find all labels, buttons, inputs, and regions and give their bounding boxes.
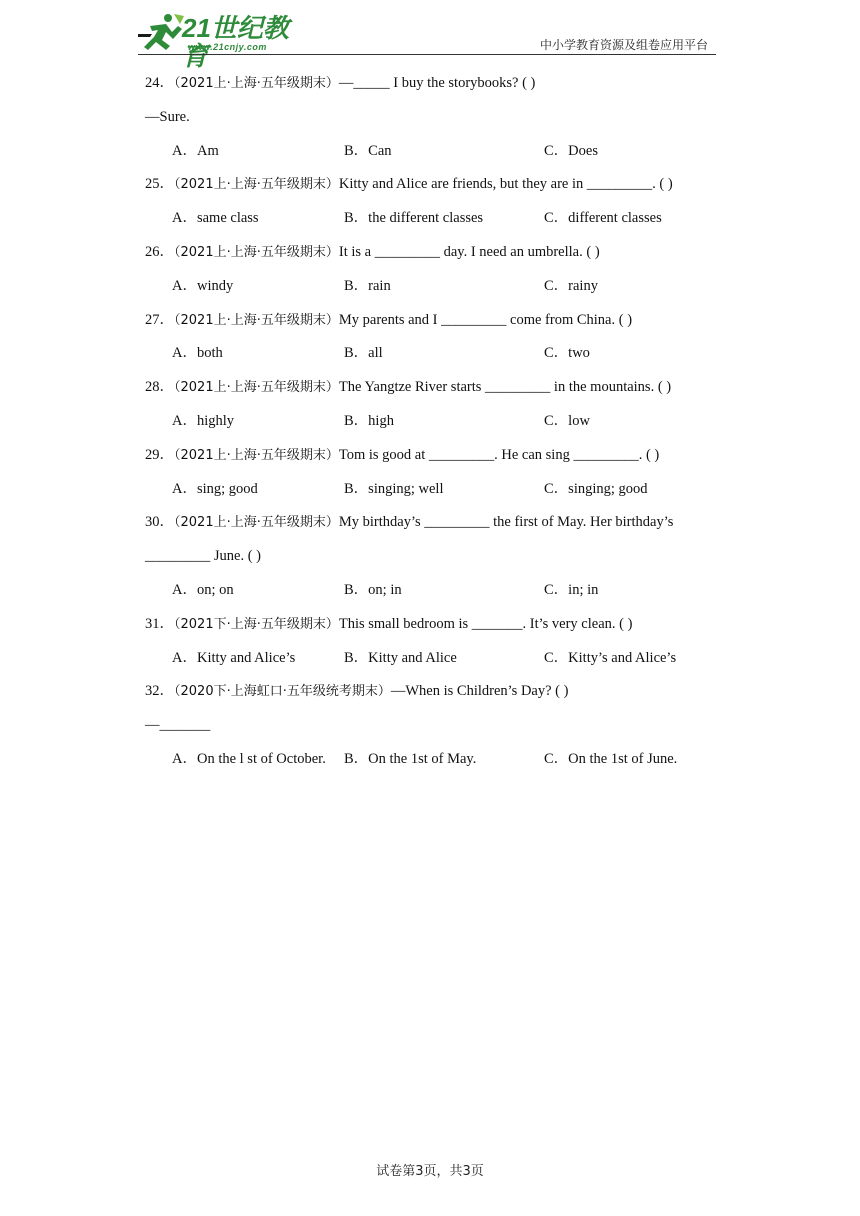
question-stem: My birthday’s _________ the first of May. Her birthday’s: [338, 514, 674, 531]
option-b[interactable]: B．On the 1st of May.: [344, 750, 477, 767]
question-31: [145, 613, 725, 647]
option-a[interactable]: A．Kitty and Alice’s: [172, 649, 296, 666]
logo: [138, 12, 308, 71]
option-c[interactable]: C．rainy: [544, 277, 598, 294]
platform-name: 中小学教育资源及组卷应用平台: [539, 38, 708, 52]
question-number: 24．: [145, 75, 174, 91]
question-24-options: [145, 140, 725, 174]
question-24-reply: [145, 106, 725, 140]
question-source: （2021上·上海·五年级期末）: [174, 177, 339, 193]
question-source: （2021上·上海·五年级期末）: [174, 244, 339, 260]
logo-url: www.21cnjy.com: [188, 42, 267, 52]
logo-wordmark: 21世纪教育: [182, 13, 289, 71]
question-30-continued: [145, 545, 725, 579]
option-c[interactable]: C．Does: [544, 142, 598, 159]
question-32-options: [145, 748, 725, 782]
question-stem: My parents and I _________ come from China. ( ): [338, 311, 633, 328]
option-c[interactable]: C．two: [544, 345, 590, 362]
question-source: （2021上·上海·五年级期末）: [174, 380, 339, 396]
question-stem-continued: _________ June. ( ): [145, 548, 261, 565]
page-footer: 试卷第3页，共3页: [376, 1164, 484, 1179]
question-28: [145, 376, 725, 410]
question-source: （2021下·上海·五年级期末）: [174, 616, 339, 632]
option-a[interactable]: A．Am: [172, 142, 219, 159]
question-source: （2021上·上海·五年级期末）: [174, 312, 339, 328]
question-30-options: [145, 579, 725, 613]
question-26-options: [145, 275, 725, 309]
question-reply: —Sure.: [145, 108, 190, 125]
option-b[interactable]: B．on; in: [344, 581, 402, 598]
option-c[interactable]: C．different classes: [544, 210, 662, 227]
option-c[interactable]: C．singing; good: [544, 480, 648, 497]
question-stem: It is a _________ day. I need an umbrella. ( ): [338, 243, 600, 260]
page-header: [138, 10, 716, 71]
option-a[interactable]: A．sing; good: [172, 480, 258, 497]
question-stem: —_____ I buy the storybooks? ( ): [338, 75, 536, 91]
question-32-reply: [145, 714, 725, 748]
option-b[interactable]: B．singing; well: [344, 480, 444, 497]
question-source: （2021上·上海·五年级期末）: [174, 447, 339, 463]
question-number: 30．: [145, 514, 174, 531]
question-25-options: [145, 207, 725, 241]
question-26: [145, 241, 725, 275]
question-25: [145, 173, 725, 207]
option-b[interactable]: B．all: [344, 345, 383, 362]
question-stem: The Yangtze River starts _________ in the mountains. ( ): [338, 379, 672, 396]
question-27-options: [145, 342, 725, 376]
option-c[interactable]: C．in; in: [544, 581, 599, 598]
question-stem: This small bedroom is _______. It’s very clean. ( ): [338, 615, 633, 632]
option-b[interactable]: B．high: [344, 412, 394, 429]
question-29-options: [145, 478, 725, 512]
runner-icon: [138, 12, 184, 52]
option-c[interactable]: C．low: [544, 412, 590, 429]
option-b[interactable]: B．Can: [344, 142, 392, 159]
option-b[interactable]: B．the different classes: [344, 210, 484, 227]
question-list: [145, 72, 725, 782]
header-divider: [138, 54, 716, 55]
question-number: 26．: [145, 243, 174, 260]
question-29: [145, 444, 725, 478]
option-a[interactable]: A．same class: [172, 210, 259, 227]
option-a[interactable]: A．windy: [172, 277, 234, 294]
question-27: [145, 309, 725, 343]
question-source: （2021上·上海·五年级期末）: [174, 76, 339, 91]
question-number: 28．: [145, 379, 174, 396]
question-source: （2020下·上海虹口·五年级统考期末）: [174, 684, 391, 700]
question-31-options: [145, 647, 725, 681]
option-b[interactable]: B．Kitty and Alice: [344, 649, 457, 666]
question-32: [145, 680, 725, 714]
option-c[interactable]: C．Kitty’s and Alice’s: [544, 649, 677, 666]
question-28-options: [145, 410, 725, 444]
question-stem: Tom is good at _________. He can sing _________. ( ): [338, 446, 660, 463]
question-stem: —When is Children’s Day? ( ): [390, 683, 569, 700]
question-number: 31．: [145, 615, 174, 632]
question-30: [145, 511, 725, 545]
option-a[interactable]: A．on; on: [172, 581, 234, 598]
question-number: 29．: [145, 446, 174, 463]
question-source: （2021上·上海·五年级期末）: [174, 515, 339, 531]
question-number: 27．: [145, 311, 174, 328]
question-24: [145, 72, 725, 106]
question-reply: —_______: [145, 717, 211, 734]
option-b[interactable]: B．rain: [344, 277, 391, 294]
option-a[interactable]: A．On the l st of October.: [172, 750, 326, 767]
question-number: 32．: [145, 683, 174, 700]
option-c[interactable]: C．On the 1st of June.: [544, 750, 678, 767]
option-a[interactable]: A．both: [172, 345, 223, 362]
question-number: 25．: [145, 176, 174, 193]
option-a[interactable]: A．highly: [172, 412, 235, 429]
question-stem: Kitty and Alice are friends, but they are in _________. ( ): [338, 176, 673, 193]
